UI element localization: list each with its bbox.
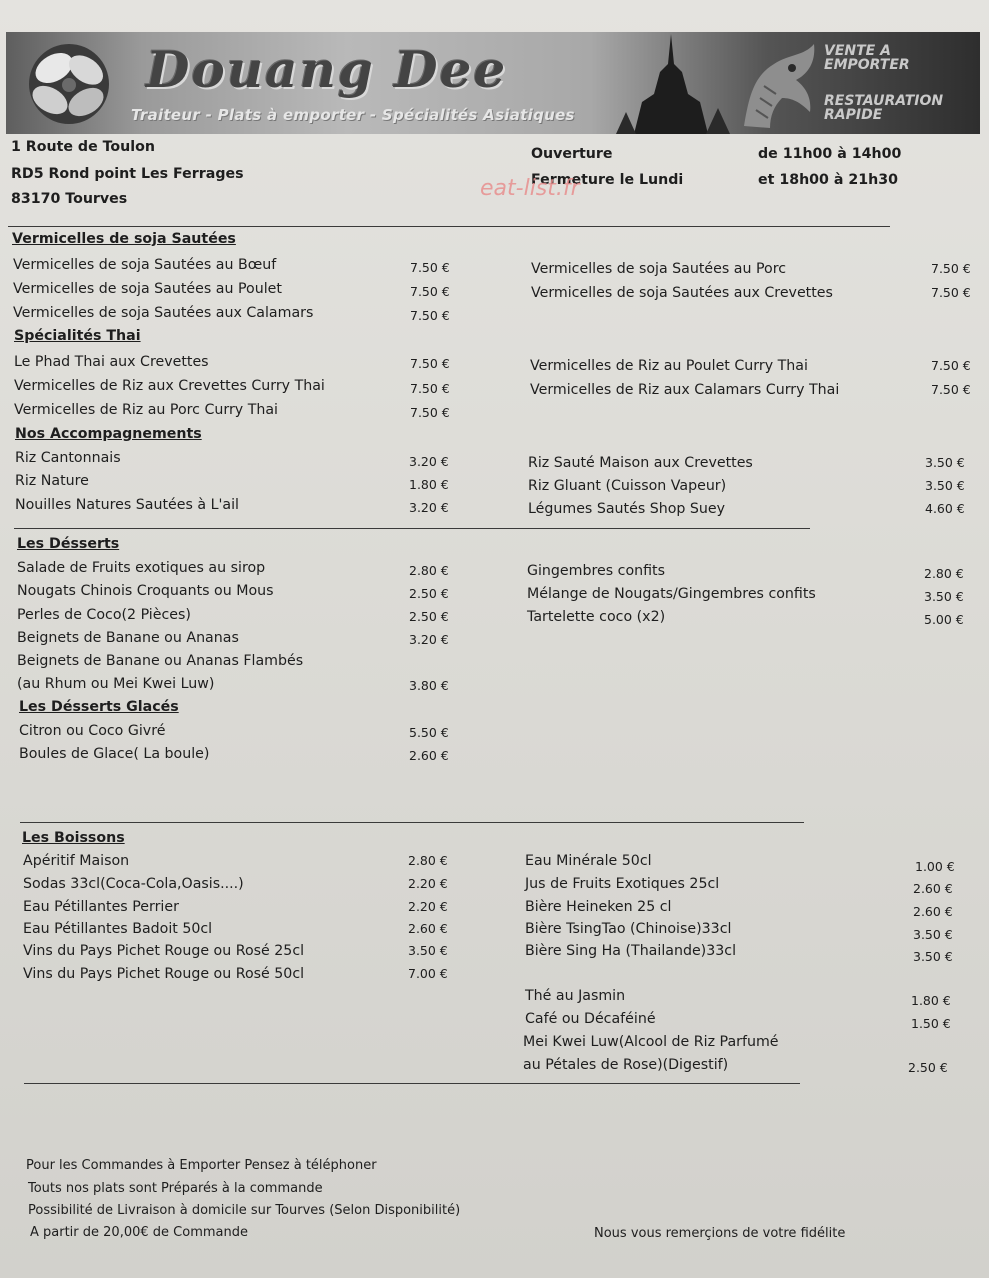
menu-item-name: Mei Kwei Luw(Alcool de Riz Parfumé xyxy=(523,1034,779,1050)
menu-item-price: 3.20 € xyxy=(409,454,449,469)
menu-item-price: 7.50 € xyxy=(410,381,450,396)
menu-item-name: Riz Sauté Maison aux Crevettes xyxy=(528,455,753,471)
menu-item-price: 7.50 € xyxy=(410,284,450,299)
temple-silhouette-icon xyxy=(596,34,746,134)
menu-item-name: Salade de Fruits exotiques au sirop xyxy=(17,560,266,576)
menu-item-name: Mélange de Nougats/Gingembres confits xyxy=(527,586,816,602)
menu-item-price: 3.50 € xyxy=(924,589,964,604)
menu-item-name-continued: (au Rhum ou Mei Kwei Luw) xyxy=(17,676,215,692)
menu-item-name: Eau Minérale 50cl xyxy=(525,853,652,869)
menu-item-name: Vermicelles de Riz au Porc Curry Thai xyxy=(14,402,278,418)
closing-day-label: Fermeture le Lundi xyxy=(531,172,684,188)
menu-item-price: 7.50 € xyxy=(931,285,971,300)
menu-item-price: 3.20 € xyxy=(409,632,449,647)
menu-item-price: 3.20 € xyxy=(409,500,449,515)
restaurant-name: Douang Dee xyxy=(146,40,508,99)
menu-item-name: Le Phad Thai aux Crevettes xyxy=(14,354,209,370)
menu-item-price: 7.00 € xyxy=(408,966,448,981)
menu-item-name: Légumes Sautés Shop Suey xyxy=(528,501,726,517)
divider xyxy=(24,1083,800,1084)
menu-item-price: 7.50 € xyxy=(931,358,971,373)
takeaway-label: VENTE A EMPORTER xyxy=(824,43,910,73)
menu-item-price: 2.50 € xyxy=(908,1060,948,1075)
menu-item-price: 1.00 € xyxy=(915,859,955,874)
menu-item-name: Riz Cantonnais xyxy=(15,450,121,466)
section-thai: Spécialités Thai xyxy=(14,328,141,344)
restaurant-banner xyxy=(6,32,980,134)
menu-item-name: Bière Heineken 25 cl xyxy=(525,899,672,915)
section-accompagnements: Nos Accompagnements xyxy=(15,426,202,442)
opening-label: Ouverture xyxy=(531,146,613,162)
menu-item-price: 2.60 € xyxy=(913,881,953,896)
menu-item-name: Bière Sing Ha (Thailande)33cl xyxy=(525,943,737,959)
menu-item-name: Vermicelles de soja Sautées au Poulet xyxy=(13,281,282,297)
menu-item-price: 2.80 € xyxy=(408,853,448,868)
menu-item-price: 2.80 € xyxy=(409,563,449,578)
menu-item-price: 2.60 € xyxy=(408,921,448,936)
menu-item-price: 2.20 € xyxy=(408,899,448,914)
menu-item-price: 3.50 € xyxy=(913,927,953,942)
footer-thanks: Nous vous remerçions de votre fidélite xyxy=(594,1226,846,1241)
footer-note-1: Pour les Commandes à Emporter Pensez à téléphoner xyxy=(26,1158,377,1173)
menu-item-price: 7.50 € xyxy=(410,356,450,371)
menu-item-name: Vermicelles de Riz aux Crevettes Curry Thai xyxy=(14,378,325,394)
menu-item-name: Vins du Pays Pichet Rouge ou Rosé 50cl xyxy=(23,966,305,982)
menu-item-price: 2.50 € xyxy=(409,609,449,624)
menu-item-price: 3.50 € xyxy=(913,949,953,964)
menu-item-name: Thé au Jasmin xyxy=(525,988,626,1004)
menu-item-name: Vermicelles de soja Sautées aux Calamars xyxy=(13,305,314,321)
menu-item-name: Jus de Fruits Exotiques 25cl xyxy=(525,876,720,892)
menu-item-name: Beignets de Banane ou Ananas Flambés xyxy=(17,653,304,669)
menu-item-price: 2.60 € xyxy=(409,748,449,763)
footer-note-4: A partir de 20,00€ de Commande xyxy=(30,1225,248,1240)
menu-item-name: Beignets de Banane ou Ananas xyxy=(17,630,239,646)
menu-item-name: Perles de Coco(2 Pièces) xyxy=(17,607,191,623)
site-watermark: eat-list.fr xyxy=(480,176,580,201)
section-vermicelles: Vermicelles de soja Sautées xyxy=(12,231,236,247)
menu-item-name: Café ou Décaféiné xyxy=(525,1011,656,1027)
menu-item-price: 5.50 € xyxy=(409,725,449,740)
menu-item-price: 5.00 € xyxy=(924,612,964,627)
menu-item-name: Bière TsingTao (Chinoise)33cl xyxy=(525,921,732,937)
footer-note-3: Possibilité de Livraison à domicile sur Tourves (Selon Disponibilité) xyxy=(28,1203,461,1218)
menu-item-price: 3.50 € xyxy=(925,478,965,493)
section-desserts: Les Désserts xyxy=(17,536,120,552)
hours-slot-1: de 11h00 à 14h00 xyxy=(758,146,902,162)
menu-item-price: 1.50 € xyxy=(911,1016,951,1031)
divider xyxy=(14,528,810,529)
restaurant-tagline: Traiteur - Plats à emporter - Spécialités Asiatiques xyxy=(131,106,575,124)
menu-item-name-continued: au Pétales de Rose)(Digestif) xyxy=(523,1057,729,1073)
menu-item-price: 7.50 € xyxy=(931,382,971,397)
menu-item-name: Vermicelles de soja Sautées au Porc xyxy=(531,261,787,277)
divider xyxy=(8,226,890,227)
fast-food-label: RESTAURATION RAPIDE xyxy=(824,93,944,123)
menu-item-name: Nougats Chinois Croquants ou Mous xyxy=(17,583,274,599)
hours-slot-2: et 18h00 à 21h30 xyxy=(758,172,898,188)
flower-logo-icon xyxy=(14,38,124,130)
menu-item-name: Tartelette coco (x2) xyxy=(527,609,666,625)
menu-item-price: 7.50 € xyxy=(410,308,450,323)
menu-item-price: 2.80 € xyxy=(924,566,964,581)
menu-item-price: 7.50 € xyxy=(931,261,971,276)
menu-item-price: 7.50 € xyxy=(410,405,450,420)
menu-item-name: Eau Pétillantes Perrier xyxy=(23,899,179,915)
menu-item-price: 3.50 € xyxy=(925,455,965,470)
menu-item-name: Vermicelles de Riz au Poulet Curry Thai xyxy=(530,358,808,374)
address-line-3: 83170 Tourves xyxy=(11,191,128,207)
menu-item-price: 1.80 € xyxy=(911,993,951,1008)
menu-item-name: Gingembres confits xyxy=(527,563,666,579)
menu-item-name: Eau Pétillantes Badoit 50cl xyxy=(23,921,213,937)
section-boissons: Les Boissons xyxy=(22,830,125,846)
menu-item-price: 4.60 € xyxy=(925,501,965,516)
menu-item-name: Boules de Glace( La boule) xyxy=(19,746,210,762)
footer-note-2: Touts nos plats sont Préparés à la commande xyxy=(28,1181,323,1196)
menu-item-price: 2.60 € xyxy=(913,904,953,919)
menu-item-price: 2.50 € xyxy=(409,586,449,601)
menu-item-price: 7.50 € xyxy=(410,260,450,275)
address-line-1: 1 Route de Toulon xyxy=(11,139,155,155)
menu-item-price: 3.80 € xyxy=(409,678,449,693)
menu-item-price: 1.80 € xyxy=(409,477,449,492)
divider xyxy=(20,822,804,823)
menu-item-name: Vins du Pays Pichet Rouge ou Rosé 25cl xyxy=(23,943,305,959)
address-line-2: RD5 Rond point Les Ferrages xyxy=(11,166,244,182)
menu-item-name: Citron ou Coco Givré xyxy=(19,723,166,739)
dragon-head-icon xyxy=(734,36,824,132)
menu-item-name: Sodas 33cl(Coca-Cola,Oasis....) xyxy=(23,876,244,892)
menu-item-name: Riz Gluant (Cuisson Vapeur) xyxy=(528,478,727,494)
section-desserts-glaces: Les Désserts Glacés xyxy=(19,699,179,715)
menu-item-name: Vermicelles de Riz aux Calamars Curry Thai xyxy=(530,382,840,398)
menu-item-name: Vermicelles de soja Sautées au Bœuf xyxy=(13,257,277,273)
menu-item-name: Riz Nature xyxy=(15,473,89,489)
menu-item-price: 2.20 € xyxy=(408,876,448,891)
menu-item-name: Vermicelles de soja Sautées aux Crevettes xyxy=(531,285,833,301)
menu-item-price: 3.50 € xyxy=(408,943,448,958)
menu-item-name: Apéritif Maison xyxy=(23,853,130,869)
menu-item-name: Nouilles Natures Sautées à L'ail xyxy=(15,497,239,513)
